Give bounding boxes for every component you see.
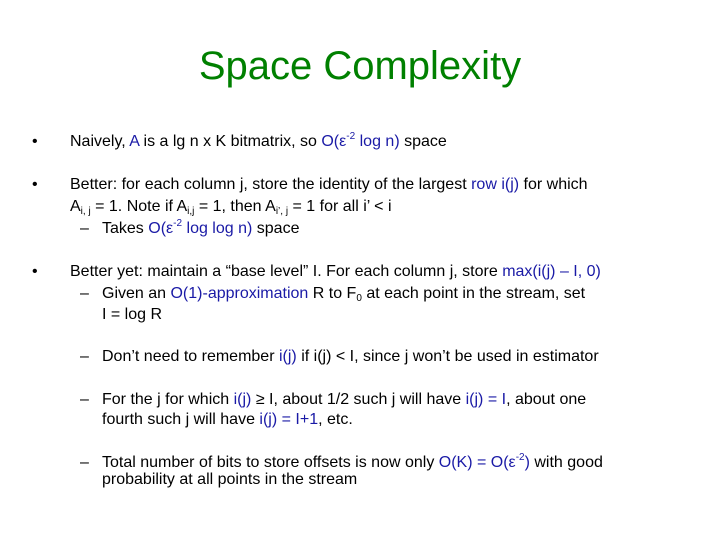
sub-bullet-marker: – [80, 391, 89, 408]
bullet-naive [70, 132, 447, 152]
sub-bullet-dont-need: Don’t need to remember i(j) if i(j) < I, since j won’t be used in estimator [102, 348, 599, 365]
highlight: $O(\varepsilon^{-2}$ log log n) [148, 218, 253, 237]
bullet-marker: • [32, 263, 38, 280]
highlight: A [129, 133, 140, 150]
highlight: row i(j) [471, 176, 520, 193]
bullet-better-line2: $A_{i, j} = 1$. Note if $A_{i,j} = 1$, then $A_{i’, j} = 1$ for all i’ < i [70, 198, 392, 217]
sub-bullet-total-line1: Total number of bits to store offsets is now only $O(K) = O(\varepsilon^{-2})$ with good [102, 452, 603, 471]
highlight: i(j) [278, 348, 297, 365]
sub-bullet-for-j-line2: fourth such j will have i(j) = I+1, etc. [102, 411, 353, 428]
text: space [399, 133, 447, 150]
bullet-better-line1: Better: for each column j, store the identity of the largest row i(j) for which [70, 176, 588, 193]
bullet-marker: • [32, 176, 38, 193]
sub-bullet-marker: – [80, 348, 89, 365]
highlight: i(j) = I+1 [259, 411, 319, 428]
highlight: $O(\varepsilon^{-2}$ log n) [321, 131, 400, 150]
sub-bullet-marker: – [80, 285, 89, 302]
page-title: Space Complexity [198, 44, 522, 88]
sub-bullet-marker: – [80, 220, 89, 237]
highlight: O(1)-approximation [170, 285, 309, 302]
sub-bullet-marker: – [80, 454, 89, 471]
bullet-better-yet: Better yet: maintain a “base level” I. For each column j, store max(i(j) – I, 0) [70, 263, 601, 280]
highlight: i(j) [233, 391, 252, 408]
highlight: $O(K) = O(\varepsilon^{-2})$ [438, 452, 530, 471]
sub-bullet-approx-line1: Given an O(1)-approximation R to $F_0$ at each point in the stream, set [102, 285, 586, 304]
text: Naively, [70, 133, 130, 150]
text: is a lg n x K bitmatrix, so [139, 133, 322, 150]
sub-bullet-for-j-line1: For the j for which i(j) ≥ I, about 1/2 such j will have i(j) = I, about one [102, 391, 587, 408]
sub-bullet-total-line2: probability at all points in the stream [102, 471, 358, 488]
highlight: i(j) = I [465, 391, 507, 408]
highlight: max(i(j) – I, 0) [502, 263, 601, 280]
bullet-marker: • [32, 133, 38, 150]
sub-bullet-approx-line2: I = log R [102, 306, 163, 323]
sub-bullet-takes: Takes $O(\varepsilon^{-2}$ log log n) space [102, 218, 300, 237]
